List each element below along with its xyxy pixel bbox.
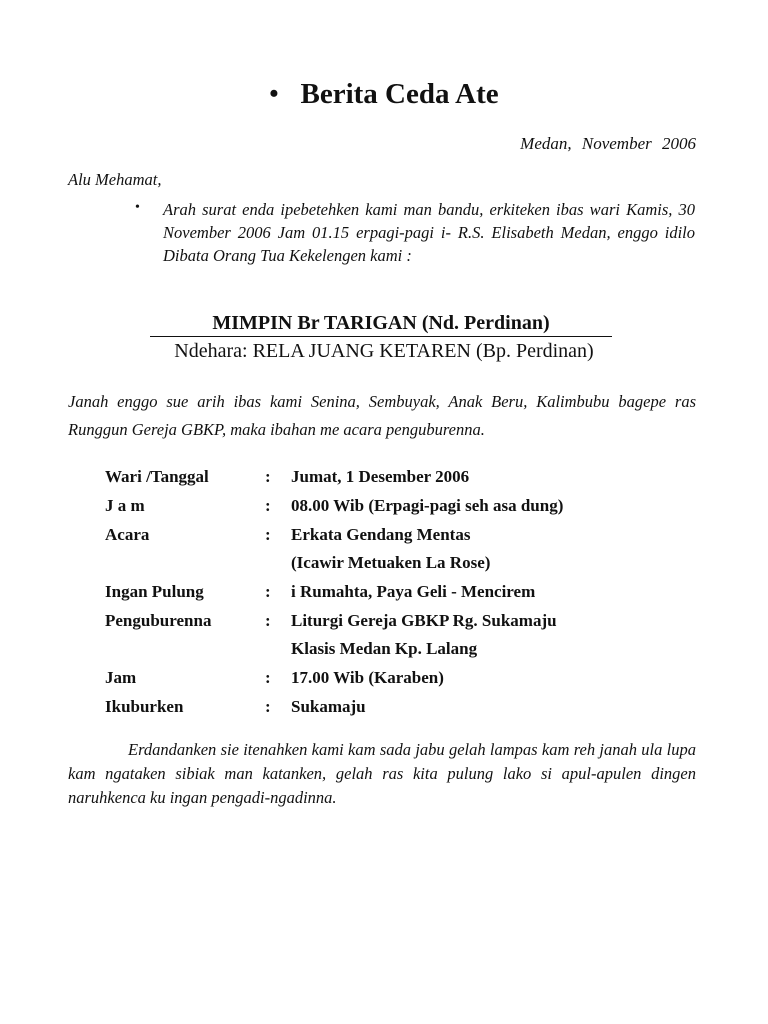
details-colon: : <box>265 467 271 487</box>
details-row <box>105 549 563 578</box>
details-label <box>105 549 265 578</box>
dateline: Medan, November 2006 <box>520 134 696 153</box>
details-value: Erkata Gendang Mentas <box>291 524 471 544</box>
details-row <box>105 463 563 492</box>
spouse-line: Ndehara: RELA JUANG KETAREN (Bp. Perdinan) <box>174 340 594 362</box>
details-value: 17.00 Wib (Karaben) <box>291 668 444 688</box>
details-value: Jumat, 1 Desember 2006 <box>291 467 470 487</box>
details-row <box>105 578 563 607</box>
details-label: Jam <box>105 668 137 688</box>
details-row <box>105 664 563 693</box>
deceased-name: MIMPIN Br TARIGAN (Nd. Perdinan) <box>150 312 612 337</box>
details-colon <box>265 635 291 664</box>
details-value: Sukamaju <box>291 696 366 716</box>
details-label: Ikuburken <box>105 696 184 716</box>
details-label: Wari /Tanggal <box>105 467 209 487</box>
details-value: (Icawir Metuaken La Rose) <box>291 553 491 573</box>
details-colon: : <box>265 610 271 630</box>
details-row <box>105 492 563 521</box>
details-label: Ingan Pulung <box>105 582 204 602</box>
announcement-text: Arah surat enda ipebetehken kami man bandu, erkiteken ibas wari Kamis, 30 November 2006 Jam 01.15 erpagi-pagi i- R.S. Elisabeth Medan, enggo idilo Dibata Orang Tua Kekelengen kami : <box>163 200 695 265</box>
details-value: Klasis Medan Kp. Lalang <box>291 639 478 659</box>
announcement-block <box>135 198 695 267</box>
details-colon: : <box>265 696 271 716</box>
details-colon: : <box>265 582 271 602</box>
details-row <box>105 693 563 722</box>
details-row <box>105 606 563 635</box>
details-value: Liturgi Gereja GBKP Rg. Sukamaju <box>291 610 557 630</box>
bullet-icon: • <box>135 200 140 215</box>
title-text: Berita Ceda Ate <box>300 78 499 110</box>
details-label: J a m <box>105 496 145 516</box>
details-colon: : <box>265 668 271 688</box>
details-value: i Rumahta, Paya Geli - Mencirem <box>291 582 536 602</box>
details-label <box>105 635 265 664</box>
details-colon: : <box>265 524 271 544</box>
title-bullet-icon: • <box>269 79 279 108</box>
details-colon <box>265 549 291 578</box>
closing-paragraph: Erdandanken sie itenahken kami kam sada jabu gelah lampas kam reh janah ula lupa kam ngataken sibiak man katanken, gelah ras kita pulung lako si apul-apulen dingen naruhkenca ku ingan pengadi-ngadinna. <box>68 740 696 807</box>
details-row <box>105 520 563 549</box>
details-label: Penguburenna <box>105 610 212 630</box>
event-details-table <box>105 463 563 721</box>
details-row <box>105 635 563 664</box>
greeting: Alu Mehamat, <box>68 170 162 189</box>
details-label: Acara <box>105 524 150 544</box>
document-title <box>0 78 768 111</box>
details-value: 08.00 Wib (Erpagi-pagi seh asa dung) <box>291 496 564 516</box>
details-colon: : <box>265 496 271 516</box>
intro-paragraph: Janah enggo sue arih ibas kami Senina, Sembuyak, Anak Beru, Kalimbubu bagepe ras Runggun Gereja GBKP, maka ibahan me acara penguburenna. <box>68 392 696 439</box>
